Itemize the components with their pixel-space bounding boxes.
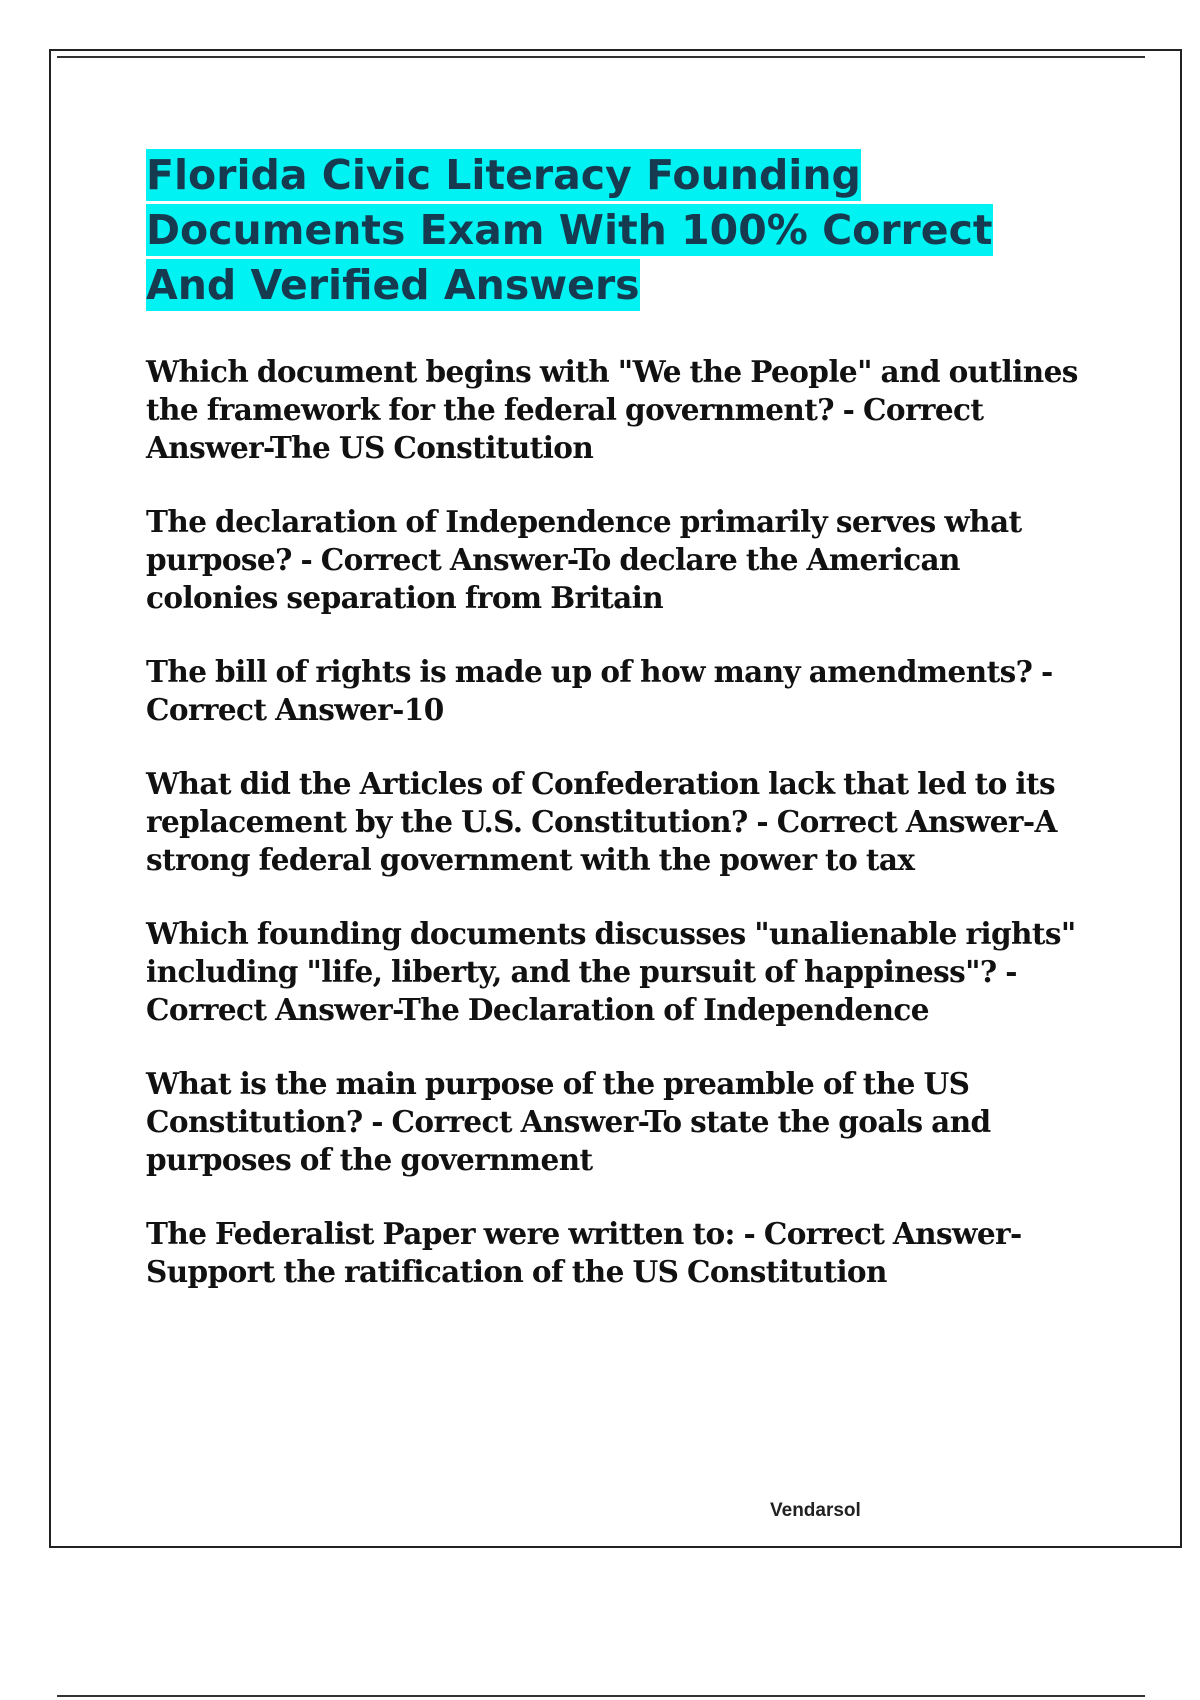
top-rule [57,56,1145,58]
question-text: Which founding documents discusses "unalienable rights" including "life, liberty, and the pursuit of happiness"? [146,916,1076,989]
answer-label: - Correct Answer- [146,954,1017,1027]
question-text: What did the Articles of Confederation lack that led to its replacement by the U.S. Constitution? [146,766,1056,839]
qa-item-7 [146,1215,1096,1291]
answer-text: The US Constitution [269,430,594,465]
answer-label: - Correct Answer- [756,804,1035,839]
answer-label: - Correct Answer- [146,392,984,465]
qa-item-1 [146,353,1096,467]
page-title [146,148,1096,313]
question-text: Which document begins with "We the People" and outlines the framework for the federal government? [146,354,1078,427]
answer-label: - Correct Answer- [371,1104,645,1139]
answer-text: The Declaration of Independence [398,992,929,1027]
answer-text: To declare the American colonies separation from Britain [146,542,960,615]
question-text: The bill of rights is made up of how many amendments? [146,654,1033,689]
footer-brand: Vendarsol [770,1500,861,1521]
answer-label: - Correct Answer- [743,1216,1022,1251]
qa-item-3 [146,653,1096,729]
answer-label: - Correct Answer- [146,654,1053,727]
answer-text: A strong federal government with the power to tax [146,804,1057,877]
title-highlight: Florida Civic Literacy Founding Documents Exam With 100% Correct And Verified Answers [146,151,993,309]
answer-text: To state the goals and purposes of the government [146,1104,991,1177]
answer-text: Support the ratification of the US Constitution [146,1254,887,1289]
qa-item-4 [146,765,1096,879]
qa-item-2 [146,503,1096,617]
answer-text: 10 [403,692,444,727]
document-content [146,148,1096,1327]
bottom-rule [57,1695,1145,1697]
question-text: The declaration of Independence primarily serves what purpose? [146,504,1022,577]
question-text: What is the main purpose of the preamble of the US Constitution? [146,1066,970,1139]
qa-item-5 [146,915,1096,1029]
answer-label: - Correct Answer- [300,542,574,577]
question-text: The Federalist Paper were written to: [146,1216,735,1251]
qa-item-6 [146,1065,1096,1179]
